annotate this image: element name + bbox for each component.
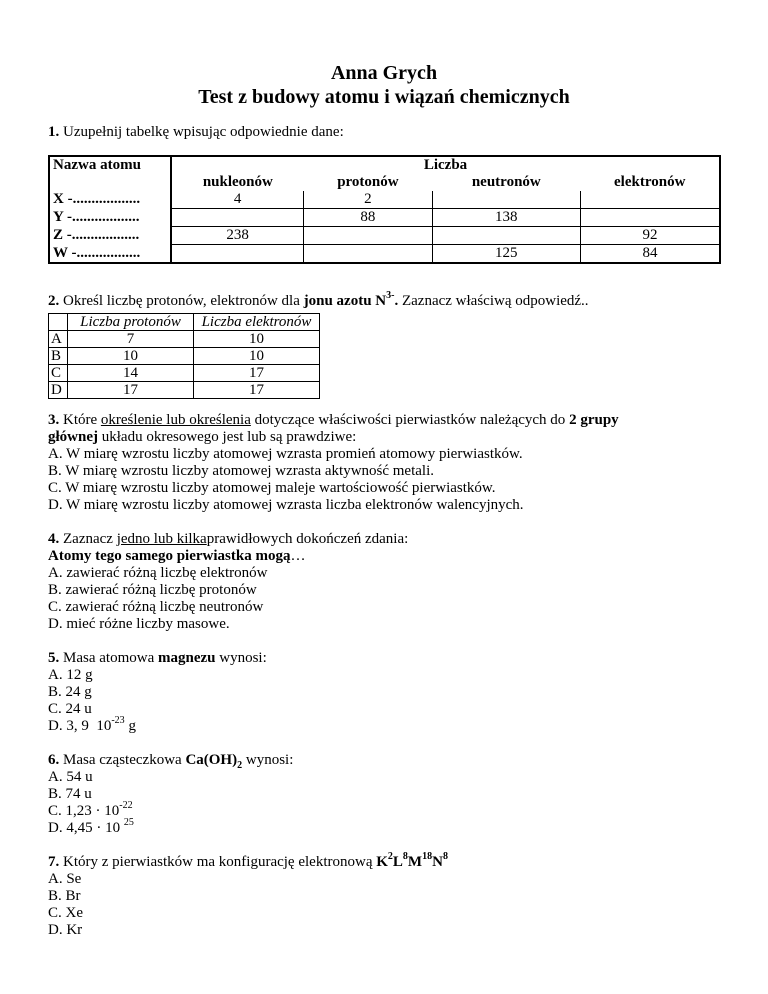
cell-electrons (580, 191, 720, 209)
cell-electrons: 17 (194, 365, 320, 382)
table-row (49, 382, 320, 399)
cell-electrons: 10 (194, 348, 320, 365)
header-nucleons: nukleonów (202, 174, 273, 190)
atom-name-w: W -................. (49, 245, 171, 264)
question-instruction: Zaznacz właściwą odpowiedź.. (401, 293, 589, 309)
cell-neutrons (432, 227, 580, 245)
answer-b: B. zawierać różną liczbę protonów (48, 582, 257, 598)
cell-neutrons (432, 191, 580, 209)
question-3: 3. Które określenie lub określenia dotyczące właściwości pierwiastków należących do 2 grupy (48, 412, 619, 428)
question-4-stem: Atomy tego samego pierwiastka mogą… (48, 548, 306, 564)
cell-protons: 7 (68, 331, 194, 348)
question-3-cont: głównej układu okresowego jest lub są prawdziwe: (48, 429, 357, 445)
option-label: D (49, 382, 68, 399)
ion-name: jonu azotu $N^{3-}$. (303, 290, 399, 309)
option-label: A (49, 331, 68, 348)
answer-b: B. 24 g (48, 684, 92, 700)
table-row (49, 191, 720, 209)
cell-protons: 10 (68, 348, 194, 365)
atom-name-x: X -.................. (49, 191, 171, 209)
cell-protons (304, 245, 433, 264)
header-number-group: Liczba (423, 157, 468, 173)
header-protons: protonów (337, 174, 399, 190)
question-1 (48, 124, 344, 141)
table-row (49, 245, 720, 264)
atoms-table (48, 155, 721, 264)
question-number: 7. (48, 854, 60, 870)
cell-nucleons (171, 245, 304, 264)
answer-b: B. Br (48, 888, 81, 904)
cell-electrons: 17 (194, 382, 320, 399)
question-text: Uzupełnij tabelkę wpisując odpowiednie dane: (63, 124, 344, 140)
question-number: 6. (48, 752, 60, 768)
formula: $Ca(OH)_2$ (185, 752, 243, 771)
answer-c: C. W miarę wzrostu liczby atomowej maleje wartościowość pierwiastków. (48, 480, 496, 496)
atom-name-z: Z -.................. (49, 227, 171, 245)
cell-protons: 14 (68, 365, 194, 382)
answer-b: B. 74 u (48, 786, 92, 802)
cell-nucleons: 4 (171, 191, 304, 209)
question-number: 5. (48, 650, 60, 666)
header-electrons: Liczba elektronów (194, 314, 320, 331)
answer-a: A. W miarę wzrostu liczby atomowej wzrasta promień atomowy pierwiastków. (48, 446, 523, 462)
answer-d: D. 3, 9 $10^{-23}$ g (48, 715, 136, 734)
answer-a: A. 12 g (48, 667, 93, 683)
answer-b: B. W miarę wzrostu liczby atomowej wzrasta aktywność metali. (48, 463, 435, 479)
answer-c: C. $1,23 \cdot 10^{-22}$ (48, 800, 133, 819)
electron-configuration: $K^2L^8M^{18}N^8$ (376, 851, 448, 870)
question-4: 4. Zaznacz jedno lub kilkaprawidłowych dokończeń zdania: (48, 531, 409, 547)
question-5: 5. Masa atomowa magnezu wynosi: (48, 650, 267, 666)
answer-d: D. mieć różne liczby masowe. (48, 616, 230, 632)
cell-protons (304, 227, 433, 245)
table-row (49, 331, 320, 348)
cell-electrons: 92 (580, 227, 720, 245)
answer-a: A. 54 u (48, 769, 93, 785)
cell-protons: 88 (304, 209, 433, 227)
answer-c: C. zawierać różną liczbę neutronów (48, 599, 264, 615)
table-row (49, 209, 720, 227)
cell-electrons: 10 (194, 331, 320, 348)
answer-c: C. 24 u (48, 701, 92, 717)
table-row (49, 365, 320, 382)
answer-d: D. W miarę wzrostu liczby atomowej wzrasta liczba elektronów walencyjnych. (48, 497, 524, 513)
atom-name-y: Y -.................. (49, 209, 171, 227)
table-row (49, 348, 320, 365)
table-row (49, 227, 720, 245)
cell-protons: 17 (68, 382, 194, 399)
author-name: Anna Grych (330, 62, 438, 84)
option-label: B (49, 348, 68, 365)
cell-electrons: 84 (580, 245, 720, 264)
underlined-phrase: określenie lub określenia (100, 412, 251, 428)
cell-nucleons: 238 (171, 227, 304, 245)
cell-neutrons: 138 (432, 209, 580, 227)
question-number: 2. (48, 293, 60, 309)
test-title: Test z budowy atomu i wiązań chemicznych (198, 86, 570, 108)
question-2 (48, 290, 589, 310)
header-atom-name: Nazwa atomu (49, 156, 171, 174)
underlined-phrase: jedno lub kilka (116, 531, 207, 547)
header-neutrons: neutronów (471, 174, 541, 190)
answer-d: D. Kr (48, 922, 83, 938)
header-protons: Liczba protonów (68, 314, 194, 331)
question-6: 6. Masa cząsteczkowa $Ca(OH)_2$ wynosi: (48, 752, 294, 771)
ion-options-table (48, 313, 320, 399)
answer-c: C. Xe (48, 905, 83, 921)
question-7: 7. Który z pierwiastków ma konfigurację elektronową $K^2L^8M^{18}N^8$ (48, 851, 448, 870)
header-electrons: elektronów (614, 174, 686, 190)
question-number: 4. (48, 531, 60, 547)
cell-protons: 2 (304, 191, 433, 209)
question-number: 3. (48, 412, 60, 428)
answer-a: A. zawierać różną liczbę elektronów (48, 565, 268, 581)
answer-a: A. Se (48, 871, 82, 887)
answer-d: D. 4,45 · 10 $^{25}$ (48, 817, 134, 836)
ion-charge: 3- (386, 290, 395, 301)
option-label: C (49, 365, 68, 382)
cell-neutrons: 125 (432, 245, 580, 264)
question-text: Określ liczbę protonów, elektronów dla (63, 293, 300, 309)
cell-electrons (580, 209, 720, 227)
cell-nucleons (171, 209, 304, 227)
question-number: 1. (48, 124, 60, 140)
